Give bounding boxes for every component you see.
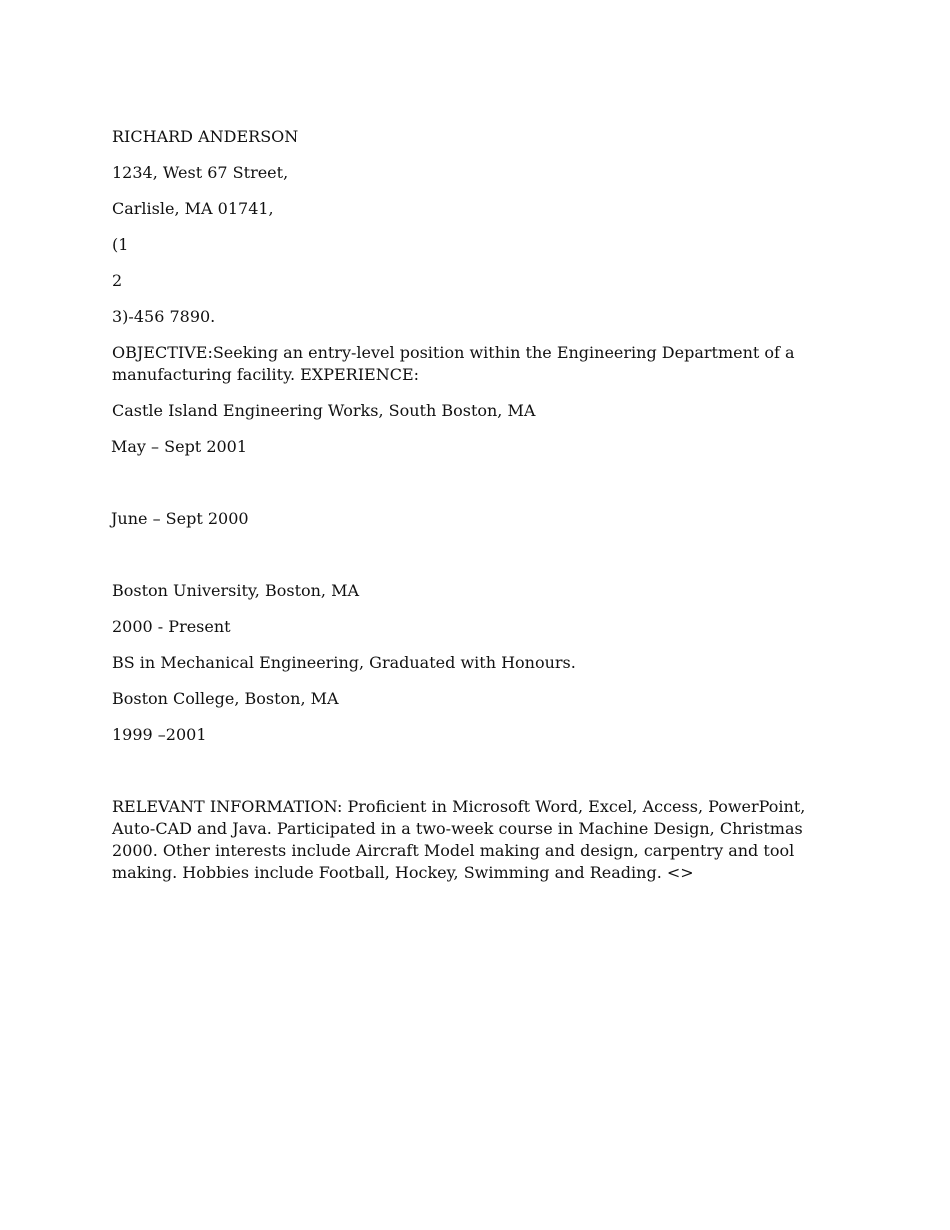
address-line-1: 1234, West 67 Street, [112,163,289,182]
resume-body [112,126,840,898]
experience-dates: June – Sept 2000 [111,509,249,528]
phone-part-3: 3)-456 7890. [112,307,216,326]
phone-part-2: 2 [112,271,123,290]
resume-name: RICHARD ANDERSON [112,127,299,146]
relevant-information-paragraph: RELEVANT INFORMATION: Proficient in Microsoft Word, Excel, Access, PowerPoint, Auto-CAD and Java. Participated in a two-week course in Machine Design, Christmas 2000. Other interests include Aircraft Model making and design, carpentry and tool making. Hobbies include Football, Hockey, Swimming and Reading. <> [112,797,806,882]
education-degree: BS in Mechanical Engineering, Graduated with Honours. [112,653,576,672]
objective-paragraph: OBJECTIVE:Seeking an entry-level position within the Engineering Department of a manufacturing facility. EXPERIENCE: [112,343,795,384]
education-school: Boston University, Boston, MA [112,581,360,600]
experience-dates: May – Sept 2001 [111,437,248,456]
address-line-2: Carlisle, MA 01741, [112,199,274,218]
phone-part-1: (1 [112,235,129,254]
education-dates: 1999 –2001 [112,725,207,744]
experience-employer: Castle Island Engineering Works, South Boston, MA [112,401,536,420]
education-school: Boston College, Boston, MA [112,689,339,708]
education-dates: 2000 - Present [112,617,231,636]
